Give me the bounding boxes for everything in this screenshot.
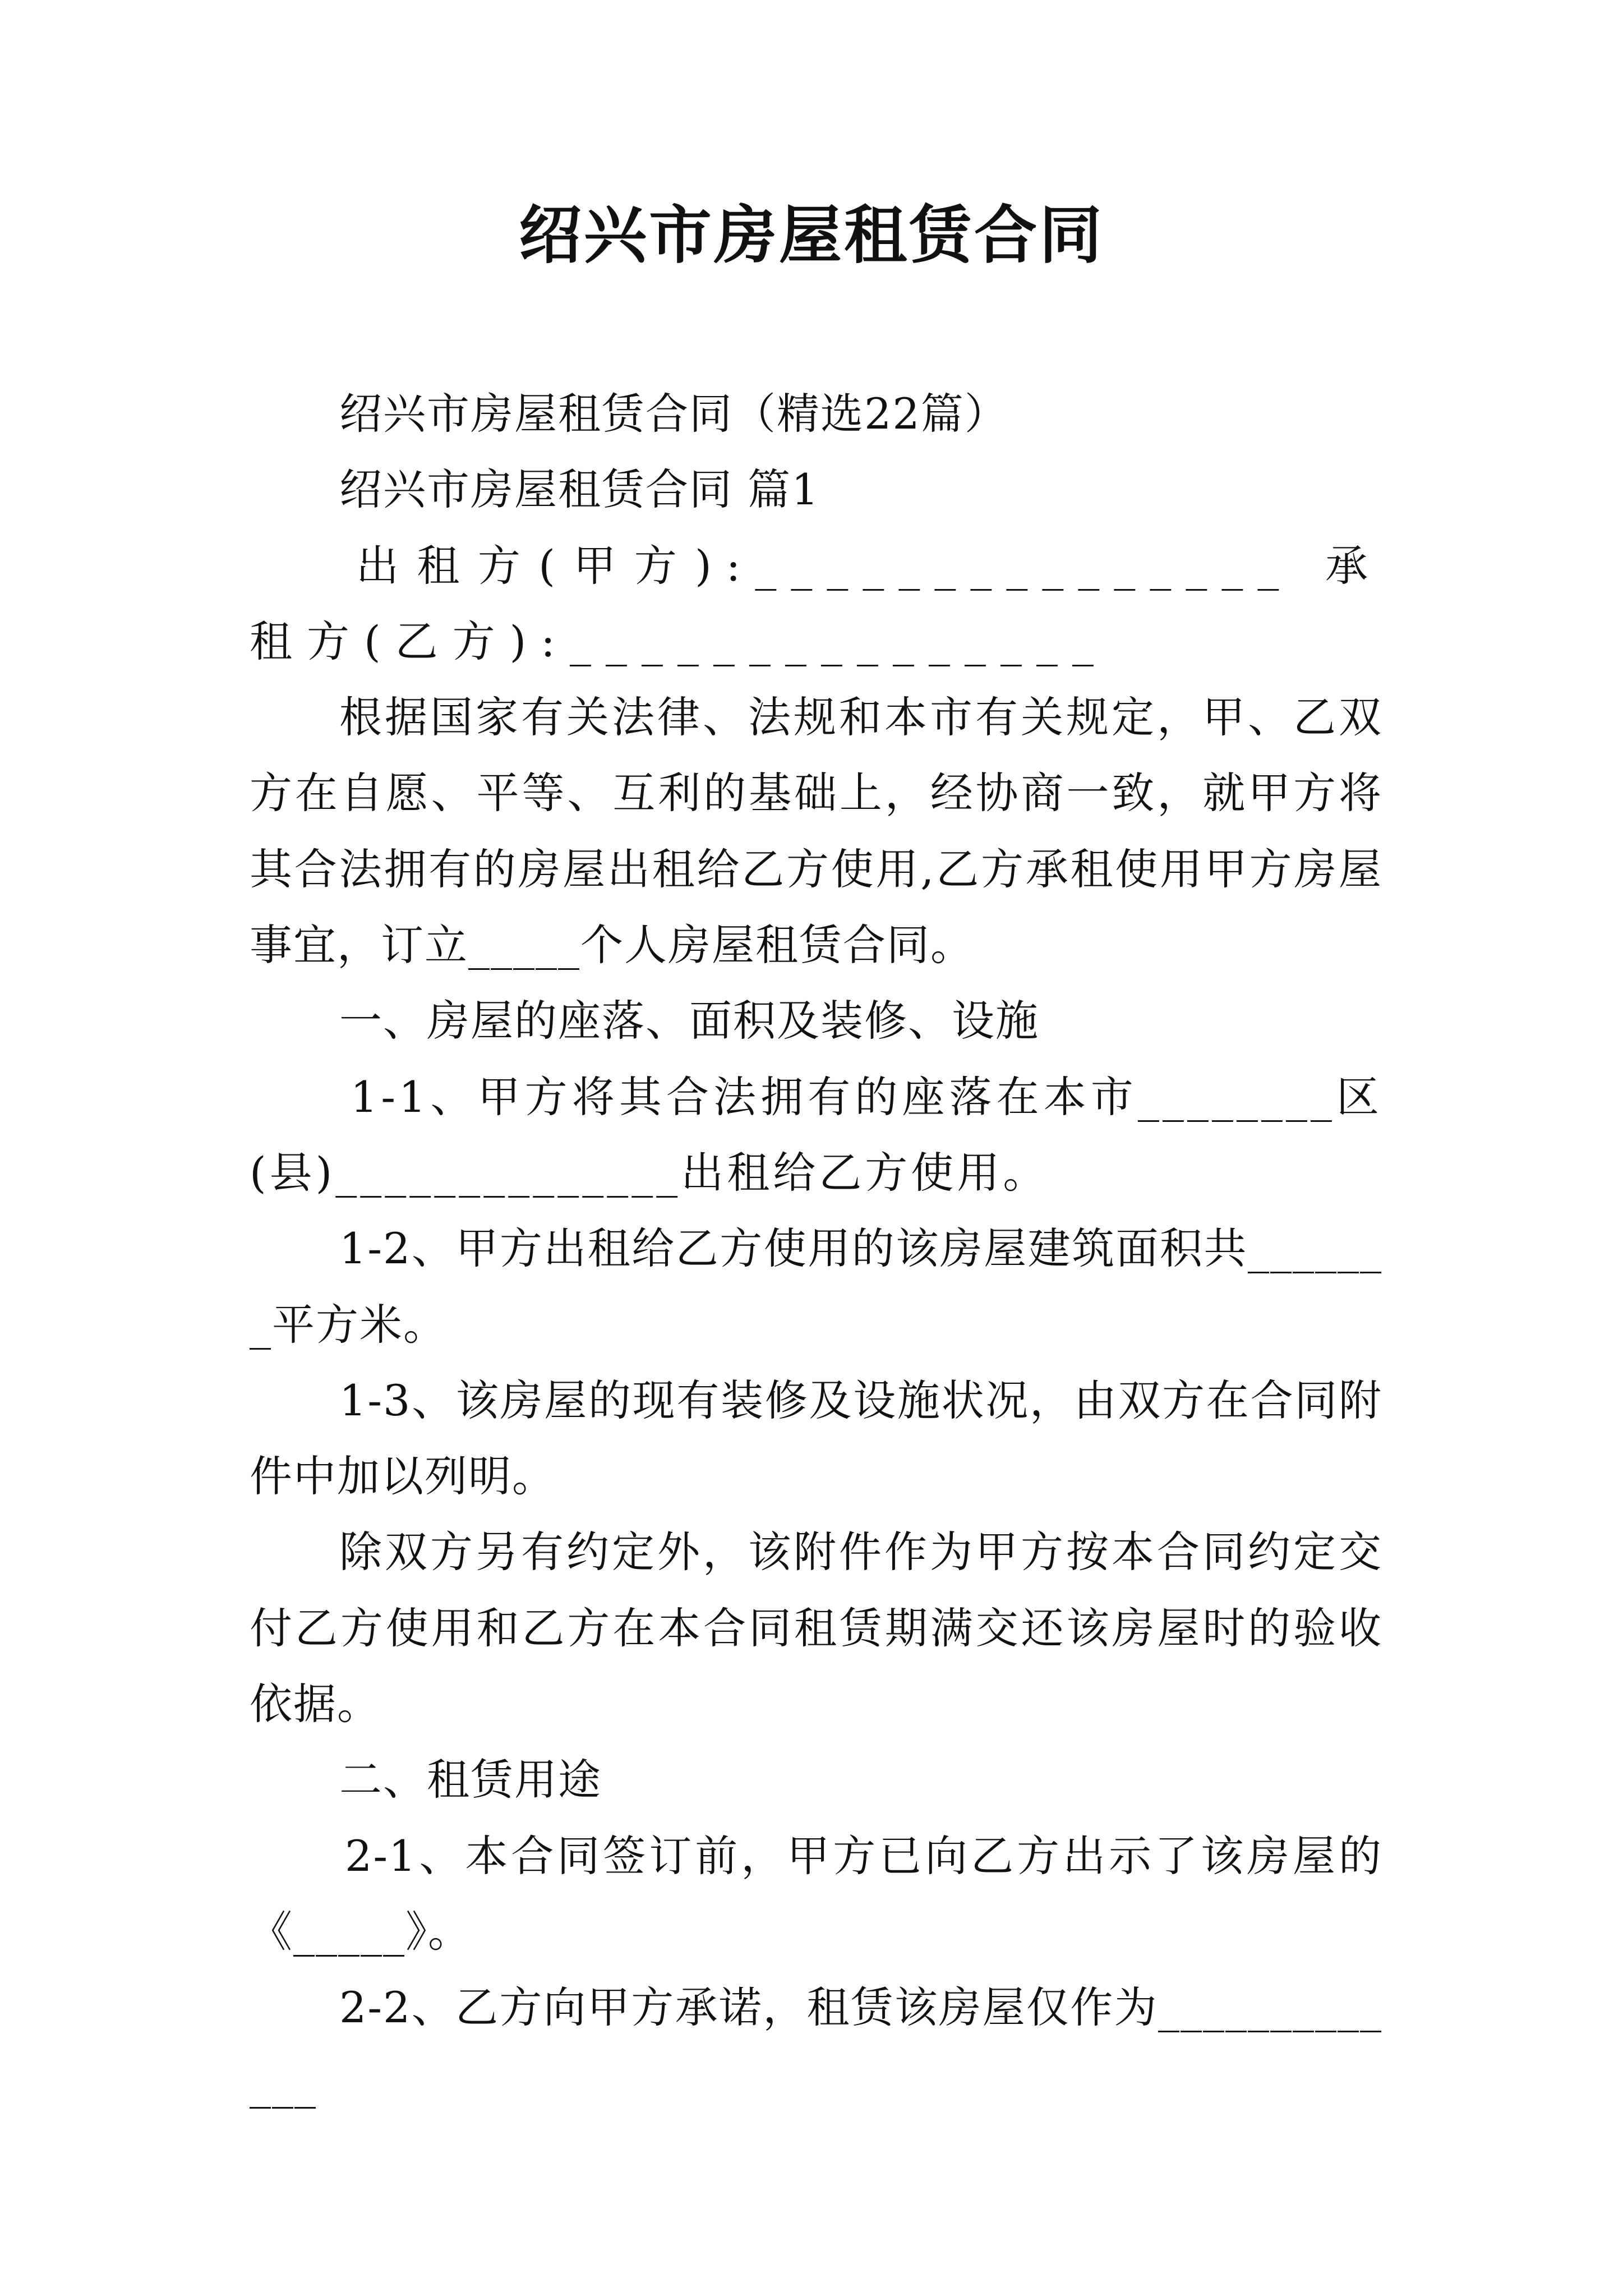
document-body — [250, 376, 1382, 2122]
clause-2-2: 2-2、乙方向甲方承诺，租赁该房屋仅作为_____________ — [250, 1982, 1382, 2109]
section-2-heading: 二、租赁用途 — [339, 1755, 602, 1805]
subtitle-part-1: 绍兴市房屋租赁合同 篇1 — [339, 464, 820, 515]
clause-1-1: 1-1、甲方将其合法拥有的座落在本市________区(县)______________出租给乙方使用。 — [250, 1071, 1382, 1198]
document-title: 绍兴市房屋租赁合同 — [519, 199, 1104, 272]
preamble-paragraph: 根据国家有关法律、法规和本市有关规定，甲、乙双方在自愿、平等、互利的基础上，经协商一致，就甲方将其合法拥有的房屋出租给乙方使用,乙方承租使用甲方房屋事宜，订立_____个人房屋租赁合同。 — [250, 692, 1382, 970]
clause-1-3: 1-3、该房屋的现有装修及设施状况，由双方在合同附件中加以列明。 — [250, 1375, 1382, 1502]
parties-line: 出租方(甲方):_______________ 承租方(乙方):_______________ — [250, 540, 1382, 666]
section-1-heading: 一、房屋的座落、面积及装修、设施 — [339, 996, 1039, 1046]
clause-2-1: 2-1、本合同签订前，甲方已向乙方出示了该房屋的《_____》。 — [250, 1830, 1382, 1957]
clause-1-2: 1-2、甲方出租给乙方使用的该房屋建筑面积共_______平方米。 — [250, 1223, 1382, 1350]
annex-paragraph: 除双方另有约定外，该附件作为甲方按本合同约定交付乙方使用和乙方在本合同租赁期满交还该房屋时的验收依据。 — [250, 1527, 1382, 1729]
subtitle-collection: 绍兴市房屋租赁合同（精选22篇） — [339, 389, 1008, 439]
